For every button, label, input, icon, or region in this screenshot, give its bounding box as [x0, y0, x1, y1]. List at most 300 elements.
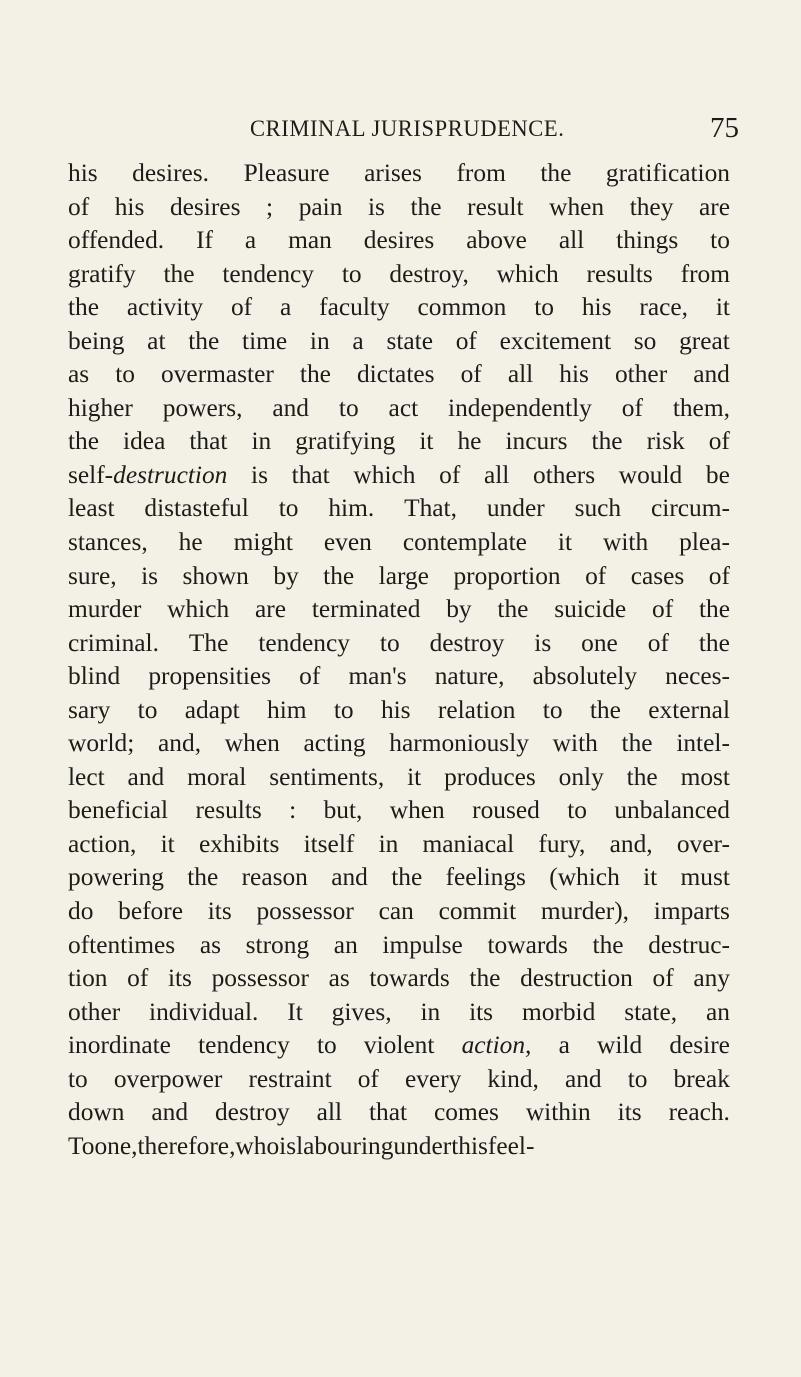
text-line — [68, 425, 730, 459]
word: the — [68, 427, 100, 456]
word: powers, — [162, 393, 243, 422]
word: That, — [404, 494, 457, 523]
word: other — [614, 360, 668, 389]
word: The — [188, 628, 229, 657]
word: destruction — [520, 964, 633, 993]
word: contemplate — [402, 528, 527, 557]
text-line — [68, 459, 730, 493]
word: maniacal — [422, 829, 515, 858]
word: which — [167, 595, 230, 624]
word: sary — [68, 695, 111, 724]
word: when — [224, 729, 280, 758]
text-line — [68, 358, 730, 392]
word: a — [279, 293, 292, 322]
word: of — [127, 964, 149, 993]
word: acting — [303, 729, 366, 758]
text-line — [68, 627, 730, 661]
word: exhibits — [198, 829, 280, 858]
word: to — [379, 628, 400, 657]
word: all — [316, 1098, 343, 1127]
word: that — [189, 427, 228, 456]
word: its — [207, 897, 232, 926]
word: would — [618, 460, 683, 489]
word: his — [581, 293, 612, 322]
word: every — [404, 1064, 462, 1093]
word: desire — [669, 1031, 730, 1060]
text-line — [68, 191, 730, 225]
text-line — [68, 996, 730, 1030]
word: is — [534, 628, 552, 657]
word: as — [199, 930, 221, 959]
word: which — [496, 259, 559, 288]
word: ; — [266, 192, 274, 221]
word: of — [708, 561, 730, 590]
word: reach. — [668, 1098, 730, 1127]
word: he — [457, 427, 482, 456]
word: destroy — [429, 628, 505, 657]
word: fury, — [538, 829, 586, 858]
word: of — [455, 326, 477, 355]
word: labouring — [296, 1131, 394, 1160]
word: can — [378, 897, 414, 926]
word: race, — [639, 293, 688, 322]
word: the — [540, 159, 572, 187]
word: towards — [369, 964, 450, 993]
word: violent — [363, 1031, 435, 1060]
word: it — [160, 829, 175, 858]
word: is — [279, 1131, 297, 1160]
word: to — [333, 695, 354, 724]
word: harmoniously — [389, 729, 529, 758]
body-text — [68, 157, 730, 1163]
word: be — [705, 460, 730, 489]
word: might — [233, 528, 293, 557]
text-line — [68, 828, 730, 862]
word: is — [141, 561, 159, 590]
word: impulse — [382, 930, 463, 959]
word: (which — [549, 863, 620, 892]
word: therefore, — [137, 1131, 236, 1160]
word: beneficial — [68, 796, 169, 825]
word: self-destruction — [68, 460, 228, 489]
word: the — [698, 595, 730, 624]
word: one — [581, 628, 618, 657]
word: idea — [123, 427, 166, 456]
word: the — [592, 930, 624, 959]
word: him — [267, 695, 307, 724]
word: of — [647, 628, 669, 657]
text-line — [68, 1130, 730, 1164]
word: gratify — [68, 259, 136, 288]
word: are — [255, 595, 287, 624]
text-line — [68, 794, 730, 828]
word: wild — [597, 1031, 643, 1060]
word: time — [242, 326, 288, 355]
word: imparts — [653, 897, 730, 926]
word: before — [118, 897, 183, 926]
word: to — [542, 695, 563, 724]
text-line — [68, 593, 730, 627]
word: faculty — [319, 293, 390, 322]
word: intel- — [676, 729, 730, 758]
word: overmaster — [161, 360, 274, 389]
word: from — [680, 259, 730, 288]
running-title: CRIMINAL JURISPRUDENCE. — [250, 116, 565, 141]
word: plea- — [679, 528, 730, 557]
word: the — [589, 695, 621, 724]
word: to — [115, 360, 135, 389]
text-line — [68, 258, 730, 292]
word: in — [251, 427, 272, 456]
word: most — [680, 762, 730, 791]
word: to — [341, 259, 362, 288]
word: only — [558, 762, 604, 791]
word: state, — [624, 997, 678, 1026]
word: his — [68, 159, 98, 187]
word: with — [552, 729, 598, 758]
word: action, — [461, 1031, 532, 1060]
word: of — [357, 1064, 379, 1093]
word: results — [586, 259, 653, 288]
word: him. — [328, 494, 375, 523]
word: it — [643, 863, 658, 892]
text-line — [68, 392, 730, 426]
word: adapt — [184, 695, 240, 724]
running-head — [0, 112, 801, 148]
word: state — [386, 326, 433, 355]
word: an — [705, 997, 730, 1026]
word: break — [673, 1064, 730, 1093]
word: all — [483, 460, 510, 489]
word: gratifying — [295, 427, 396, 456]
word: all — [507, 360, 534, 389]
word: itself — [303, 829, 355, 858]
word: sentiments, — [269, 762, 385, 791]
word: offended. — [68, 226, 165, 255]
word: so — [633, 326, 657, 355]
word: excitement — [499, 326, 612, 355]
word: tendency — [198, 1031, 290, 1060]
word: under — [393, 1131, 452, 1160]
word: a — [244, 226, 257, 255]
word: his — [559, 360, 589, 389]
word: large — [378, 561, 429, 590]
word: proportion — [453, 561, 561, 590]
word: a — [352, 326, 364, 355]
word: least — [68, 494, 115, 523]
word: them, — [672, 393, 730, 422]
word: who — [235, 1131, 280, 1160]
word: to — [316, 1031, 337, 1060]
word: If — [196, 226, 213, 255]
text-line — [68, 325, 730, 359]
word: cases — [630, 561, 685, 590]
word: of — [585, 561, 607, 590]
word: restraint — [248, 1064, 332, 1093]
word: others — [533, 460, 596, 489]
word: powering — [68, 863, 164, 892]
word: independently — [448, 393, 592, 422]
text-line — [68, 1029, 730, 1063]
word: when — [389, 796, 445, 825]
word: by — [446, 595, 472, 624]
word: lect — [68, 762, 105, 791]
word: under — [486, 494, 545, 523]
word: result — [467, 192, 524, 221]
word: and — [693, 360, 730, 389]
word: even — [323, 528, 372, 557]
word: propensities — [148, 662, 272, 691]
word: risk — [646, 427, 685, 456]
word: external — [648, 695, 730, 724]
word: by — [273, 561, 299, 590]
word: things — [616, 226, 679, 255]
word: and — [272, 393, 310, 422]
word: the — [391, 863, 423, 892]
word: the — [187, 863, 219, 892]
word: and, — [609, 829, 653, 858]
word: murder), — [540, 897, 630, 926]
word: nature, — [434, 662, 505, 691]
word: stances, — [68, 528, 148, 557]
word: relation — [437, 695, 516, 724]
word: individual. — [149, 997, 259, 1026]
word: strong — [245, 930, 310, 959]
word: tendency — [258, 628, 350, 657]
word: kind, — [487, 1064, 539, 1093]
text-line — [68, 291, 730, 325]
word: and, — [158, 729, 202, 758]
word: to — [137, 695, 158, 724]
word: the — [698, 628, 730, 657]
word: above — [466, 226, 527, 255]
word: of — [652, 964, 674, 993]
text-line — [68, 929, 730, 963]
word: at — [147, 326, 166, 355]
word: destroy, — [389, 259, 469, 288]
word: unbalanced — [614, 796, 730, 825]
word: its — [469, 997, 494, 1026]
word: it — [419, 427, 434, 456]
word: feelings — [445, 863, 526, 892]
word: to — [68, 1064, 88, 1093]
word: an — [333, 930, 358, 959]
word: any — [693, 964, 730, 993]
word: the — [591, 427, 623, 456]
word: murder — [68, 595, 142, 624]
word: being — [68, 326, 125, 355]
word: roused — [472, 796, 540, 825]
word: is — [251, 460, 268, 489]
word: action, — [68, 829, 137, 858]
word: inordinate — [68, 1031, 171, 1060]
word: produces — [444, 762, 536, 791]
word: blind — [68, 662, 121, 691]
word: from — [456, 159, 506, 187]
word: down — [68, 1098, 125, 1127]
word: the — [621, 729, 653, 758]
word: suicide — [554, 595, 627, 624]
word: such — [574, 494, 622, 523]
word: to — [278, 494, 299, 523]
word: one, — [94, 1131, 138, 1160]
text-line — [68, 694, 730, 728]
word: dictates — [356, 360, 435, 389]
word: but, — [323, 796, 363, 825]
word: to — [534, 293, 554, 322]
word: absolutely — [532, 662, 638, 691]
word: of — [621, 393, 643, 422]
word: its — [167, 964, 192, 993]
word: the — [497, 595, 529, 624]
word: in — [378, 829, 399, 858]
word: it — [557, 528, 573, 557]
word: of — [652, 595, 674, 624]
word: the — [188, 326, 220, 355]
word: world; — [68, 729, 135, 758]
word: overpower — [113, 1064, 223, 1093]
word: incurs — [505, 427, 568, 456]
word: in — [420, 997, 441, 1026]
text-line — [68, 660, 730, 694]
word: commit — [438, 897, 517, 926]
word: as — [68, 360, 90, 389]
word: the — [626, 762, 658, 791]
word: his — [380, 695, 411, 724]
word: must — [680, 863, 730, 892]
text-line — [68, 761, 730, 795]
word: gives, — [331, 997, 392, 1026]
word: the — [323, 561, 355, 590]
word: destroy — [214, 1098, 290, 1127]
word: great — [679, 326, 730, 355]
word: pain — [298, 192, 343, 221]
word: circum- — [651, 494, 730, 523]
word: sure, — [68, 561, 117, 590]
word: Pleasure — [243, 159, 330, 187]
word: of — [68, 192, 90, 221]
word: desires. — [132, 159, 210, 187]
text-line — [68, 560, 730, 594]
word: and — [151, 1098, 189, 1127]
text-line — [68, 727, 730, 761]
word: man — [288, 226, 332, 255]
word: his — [114, 192, 145, 221]
word: : — [289, 796, 297, 825]
word: with — [603, 528, 649, 557]
word: tion — [68, 964, 108, 993]
word: that — [369, 1098, 408, 1127]
text-line — [68, 492, 730, 526]
word: he — [178, 528, 203, 557]
word: To — [68, 1131, 95, 1160]
word: shown — [182, 561, 249, 590]
word: the — [163, 259, 195, 288]
word: they — [629, 192, 674, 221]
word: activity — [126, 293, 204, 322]
page-number: 75 — [710, 112, 739, 144]
word: towards — [487, 930, 568, 959]
text-line — [68, 962, 730, 996]
word: possessor — [256, 897, 354, 926]
word: a — [558, 1031, 570, 1060]
word: are — [698, 192, 730, 221]
word: and — [564, 1064, 602, 1093]
word: results — [195, 796, 262, 825]
word: terminated — [311, 595, 421, 624]
word: and — [127, 762, 165, 791]
word: the — [469, 964, 501, 993]
word: is — [367, 192, 385, 221]
word: feel- — [487, 1131, 535, 1160]
word: over- — [676, 829, 730, 858]
word: to — [710, 226, 730, 255]
word: of — [230, 293, 253, 322]
word: to — [567, 796, 587, 825]
text-line — [68, 526, 730, 560]
word: higher — [68, 393, 133, 422]
word: this — [451, 1131, 488, 1160]
word: distasteful — [144, 494, 249, 523]
word: man's — [348, 662, 407, 691]
text-line — [68, 861, 730, 895]
text-line — [68, 1096, 730, 1130]
word: all — [558, 226, 585, 255]
word: within — [525, 1098, 591, 1127]
word: the — [410, 192, 442, 221]
word: other — [68, 997, 121, 1026]
text-line — [68, 895, 730, 929]
word: the — [299, 360, 331, 389]
word: oftentimes — [68, 930, 176, 959]
word: of — [439, 460, 461, 489]
word: in — [309, 326, 330, 355]
word: common — [417, 293, 507, 322]
word: destruc- — [648, 930, 730, 959]
word: of — [299, 662, 321, 691]
word: do — [68, 897, 94, 926]
word: its — [617, 1098, 642, 1127]
word: to — [338, 393, 359, 422]
word: act — [388, 393, 419, 422]
word: comes — [434, 1098, 499, 1127]
word: desires — [169, 192, 241, 221]
word: it — [407, 762, 422, 791]
word: reason — [241, 863, 308, 892]
word: arises — [364, 159, 422, 187]
word: that — [291, 460, 330, 489]
word: moral — [187, 762, 247, 791]
word: It — [287, 997, 303, 1026]
word: morbid — [521, 997, 596, 1026]
word: desires — [363, 226, 435, 255]
word: as — [328, 964, 350, 993]
word: which — [353, 460, 416, 489]
word: to — [627, 1064, 648, 1093]
word: it — [715, 293, 730, 322]
word: tendency — [222, 259, 314, 288]
word: and — [331, 863, 368, 892]
word: when — [549, 192, 605, 221]
word: the — [68, 293, 100, 322]
text-line — [68, 1063, 730, 1097]
word: criminal. — [68, 628, 159, 657]
word: possessor — [211, 964, 309, 993]
text-line — [68, 157, 730, 191]
text-line — [68, 224, 730, 258]
word: of — [708, 427, 730, 456]
word: of — [460, 360, 482, 389]
